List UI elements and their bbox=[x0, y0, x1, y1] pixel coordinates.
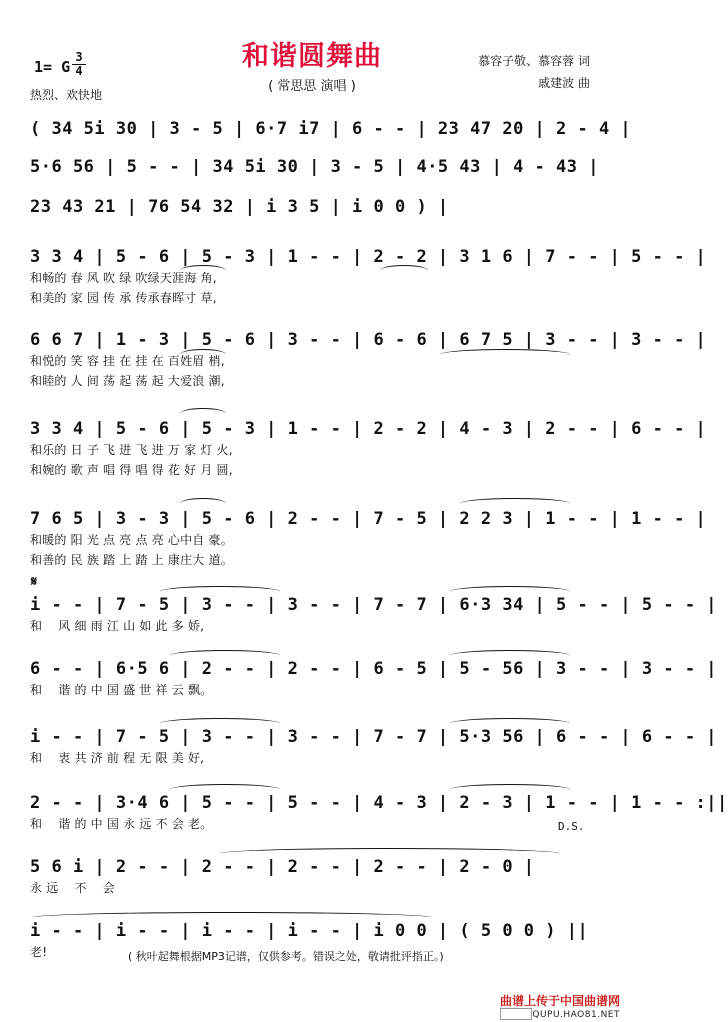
watermark-text: 曲谱上传于中国曲谱网 bbox=[499, 994, 620, 1008]
meter-bottom: 4 bbox=[75, 64, 83, 78]
score-line-7 bbox=[30, 508, 707, 570]
slur-mark bbox=[220, 848, 560, 859]
dal-segno-mark: D.S. bbox=[558, 820, 585, 833]
notes-line: i - - | i - - | i - - | i - - | i 0 0 | ( 5 0 0 ) || bbox=[30, 921, 589, 941]
composer-credit: 戚建波 曲 bbox=[538, 76, 590, 90]
lyric-verse-1: 和 谐 的 中 国 盛 世 祥 云 飘。 bbox=[30, 683, 213, 697]
slur-mark bbox=[450, 718, 570, 729]
slur-mark bbox=[450, 650, 570, 661]
notes-line: 5·6 56 | 5 - - | 34 5i 30 | 3 - 5 | 4·5 43 | 4 - 43 | bbox=[30, 157, 599, 177]
lyric-verse-1: 和暖的 阳 光 点 亮 点 亮 心中自 豪。 bbox=[30, 533, 233, 547]
lyric-verse-1: 和 风 细 雨 江 山 如 此 多 娇, bbox=[30, 619, 205, 633]
lyric-verse-2: 和善的 民 族 踏 上 踏 上 康庄大 道。 bbox=[30, 553, 233, 567]
segno-sign: 𝄋 bbox=[31, 574, 38, 590]
score-line-1 bbox=[30, 118, 632, 140]
lyric-verse-1: 和乐的 日 子 飞 进 飞 进 万 家 灯 火, bbox=[30, 443, 233, 457]
slur-mark bbox=[160, 718, 280, 729]
lyric-verse-1: 和悦的 笑 容 挂 在 挂 在 百姓眉 梢, bbox=[30, 354, 225, 368]
slur-mark bbox=[450, 586, 570, 597]
notes-line: 23 43 21 | 76 54 32 | i 3 5 | i 0 0 ) | bbox=[30, 197, 449, 217]
slur-mark bbox=[160, 586, 280, 597]
watermark-url: QUPU.HAO81.NET bbox=[532, 1010, 620, 1020]
score-line-3 bbox=[30, 196, 590, 218]
slur-mark bbox=[460, 498, 570, 509]
tempo-marking: 热烈、欢快地 bbox=[30, 88, 103, 102]
score-line-6 bbox=[30, 418, 707, 480]
score-line-2 bbox=[30, 156, 599, 178]
site-watermark bbox=[500, 994, 620, 1022]
lyric-verse-1: 永 远 不 会 bbox=[30, 881, 115, 895]
slur-mark bbox=[380, 265, 428, 276]
lyric-verse-2: 和美的 家 园 传 承 传承春晖寸 草, bbox=[30, 291, 217, 305]
notes-line: ( 34 5i 30 | 3 - 5 | 6·7 i7 | 6 - - | 23 47 20 | 2 - 4 | bbox=[30, 119, 632, 139]
slur-mark bbox=[180, 265, 226, 276]
lyric-verse-1: 和 衷 共 济 前 程 无 限 美 好, bbox=[30, 751, 205, 765]
meter-top: 3 bbox=[75, 50, 83, 64]
lyric-verse-1: 老! bbox=[30, 945, 48, 959]
transcriber-note: ( 秋叶起舞根据MP3记谱，仅供参考。错误之处，敬请批评指正。) bbox=[128, 950, 444, 963]
notes-line: i - - | 7 - 5 | 3 - - | 3 - - | 7 - 7 | 5·3 56 | 6 - - | 6 - - | bbox=[30, 727, 718, 747]
notes-line: 7 6 5 | 3 - 3 | 5 - 6 | 2 - - | 7 - 5 | 2 2 3 | 1 - - | 1 - - | bbox=[30, 509, 707, 529]
slur-mark bbox=[180, 349, 226, 360]
notes-line: i - - | 7 - 5 | 3 - - | 3 - - | 7 - 7 | 6·3 34 | 5 - - | 5 - - | bbox=[30, 595, 718, 615]
song-title: 和谐圆舞曲 bbox=[242, 41, 382, 72]
slur-mark bbox=[180, 408, 226, 419]
score-line-4 bbox=[30, 246, 707, 308]
time-signature bbox=[72, 52, 86, 77]
score-line-11 bbox=[30, 792, 728, 834]
lyric-verse-1: 和畅的 春 风 吹 绿 吹绿天涯海 角, bbox=[30, 271, 217, 285]
performer-subtitle: ( 常思思 演唱 ) bbox=[268, 79, 356, 94]
notes-line: 6 6 7 | 1 - 3 | 5 - 6 | 3 - - | 6 - 6 | 6 7 5 | 3 - - | 3 - - | bbox=[30, 330, 707, 350]
key-signature: 1= G bbox=[34, 58, 71, 76]
notes-line: 2 - - | 3·4 6 | 5 - - | 5 - - | 4 - 3 | 2 - 3 | 1 - - | 1 - - :|| bbox=[30, 793, 728, 813]
notes-line: 3 3 4 | 5 - 6 | 5 - 3 | 1 - - | 2 - 2 | 4 - 3 | 2 - - | 6 - - | bbox=[30, 419, 707, 439]
notes-line: 5 6 i | 2 - - | 2 - - | 2 - - | 2 - - | 2 - 0 | bbox=[30, 857, 535, 877]
slur-mark bbox=[450, 784, 570, 795]
slur-mark bbox=[170, 650, 280, 661]
score-line-10 bbox=[30, 726, 718, 768]
lyric-verse-1: 和 谐 的 中 国 永 远 不 会 老。 bbox=[30, 817, 213, 831]
score-line-8 bbox=[30, 594, 718, 636]
credits bbox=[478, 50, 590, 94]
slur-mark bbox=[180, 498, 226, 509]
lyric-verse-2: 和婉的 歌 声 唱 得 唱 得 花 好 月 圆, bbox=[30, 463, 233, 477]
score-line-5 bbox=[30, 329, 707, 391]
lyric-verse-2: 和睦的 人 间 荡 起 荡 起 大爱浪 潮, bbox=[30, 374, 225, 388]
notes-line: 3 3 4 | 5 - 6 | 5 - 3 | 1 - - | 2 - 2 | 3 1 6 | 7 - - | 5 - - | bbox=[30, 247, 707, 267]
lyricist-credit: 慕容子敬、慕容蓉 词 bbox=[478, 54, 590, 68]
notes-line: 6 - - | 6·5 6 | 2 - - | 2 - - | 6 - 5 | 5 - 56 | 3 - - | 3 - - | bbox=[30, 659, 718, 679]
slur-mark bbox=[170, 784, 280, 795]
score-line-9 bbox=[30, 658, 718, 700]
score-line-12 bbox=[30, 856, 590, 898]
slur-mark bbox=[32, 912, 432, 923]
slur-mark bbox=[440, 349, 570, 360]
